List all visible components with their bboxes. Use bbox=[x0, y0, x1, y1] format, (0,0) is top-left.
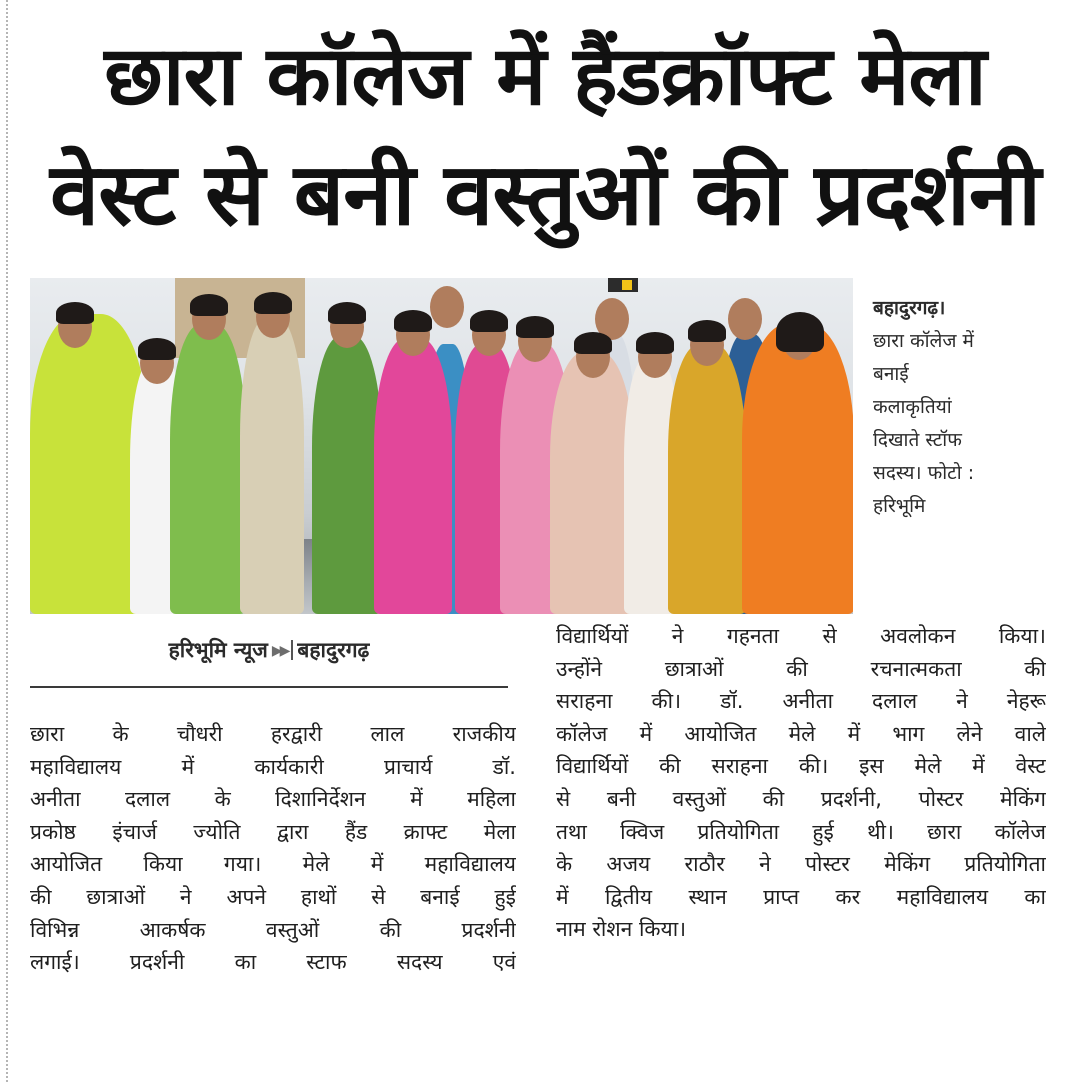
photo-person bbox=[374, 338, 452, 614]
photo-person-head bbox=[430, 286, 464, 328]
photo-person-hair bbox=[470, 310, 508, 332]
body-line: विभिन्न आकर्षक वस्तुओं की प्रदर्शनी bbox=[30, 917, 516, 942]
body-line: अनीता दलाल के दिशानिर्देशन में महिला bbox=[30, 787, 516, 812]
caption-line: बनाई bbox=[873, 363, 909, 385]
body-line: सराहना की। डॉ. अनीता दलाल ने नेहरू bbox=[556, 689, 1046, 714]
article-column-right bbox=[556, 620, 1046, 946]
headline-line-2: वेस्ट से बनी वस्तुओं की प्रदर्शनी bbox=[50, 145, 1040, 245]
byline-location: बहादुरगढ़ bbox=[297, 638, 370, 662]
caption-line: हरिभूमि bbox=[873, 495, 926, 517]
photo-person-hair bbox=[636, 332, 674, 354]
photo-person-hair bbox=[56, 302, 94, 324]
headline-line-1: छारा कॉलेज में हैंडक्रॉफ्ट मेला bbox=[104, 29, 986, 124]
body-line: के अजय राठौर ने पोस्टर मेकिंग प्रतियोगिता bbox=[556, 852, 1046, 877]
body-line: लगाई। प्रदर्शनी का स्टाफ सदस्य एवं bbox=[30, 950, 516, 975]
body-line: नाम रोशन किया। bbox=[556, 917, 687, 942]
photo-person-hair bbox=[688, 320, 726, 342]
article-column-left bbox=[30, 718, 516, 979]
body-line: तथा क्विज प्रतियोगिता हुई थी। छारा कॉलेज bbox=[556, 819, 1046, 844]
byline-divider bbox=[291, 640, 293, 660]
photo-person bbox=[170, 324, 246, 614]
photo-person bbox=[312, 336, 382, 614]
body-line: की छात्राओं ने अपने हाथों से बनाई हुई bbox=[30, 884, 516, 909]
body-line: आयोजित किया गया। मेले में महाविद्यालय bbox=[30, 852, 516, 877]
news-photo bbox=[30, 278, 853, 614]
body-line: उन्होंने छात्राओं की रचनात्मकता की bbox=[556, 656, 1046, 681]
photo-person-hair bbox=[190, 294, 228, 316]
body-line: से बनी वस्तुओं की प्रदर्शनी, पोस्टर मेकिंग bbox=[556, 786, 1046, 811]
photo-person-hair bbox=[776, 312, 824, 352]
photo-person bbox=[742, 324, 853, 614]
photo-wall-sign bbox=[608, 278, 638, 292]
caption-line: छारा कॉलेज में bbox=[873, 330, 974, 352]
double-arrow-icon: ▶▶ bbox=[271, 643, 288, 659]
photo-caption bbox=[873, 292, 1063, 523]
photo-person-hair bbox=[394, 310, 432, 332]
photo-person-hair bbox=[254, 292, 292, 314]
body-line: में द्वितीय स्थान प्राप्त कर महाविद्यालय का bbox=[556, 884, 1046, 909]
body-line: विद्यार्थियों की सराहना की। इस मेले में वेस्ट bbox=[556, 754, 1046, 779]
byline-source: हरिभूमि न्यूज bbox=[168, 638, 268, 662]
body-line: विद्यार्थियों ने गहनता से अवलोकन किया। bbox=[556, 624, 1046, 648]
photo-person bbox=[668, 344, 746, 614]
body-line: कॉलेज में आयोजित मेले में भाग लेने वाले bbox=[556, 721, 1046, 746]
photo-person-hair bbox=[516, 316, 554, 338]
caption-line: कलाकृतियां bbox=[873, 396, 952, 418]
caption-place: बहादुरगढ़। bbox=[873, 297, 946, 319]
photo-person-hair bbox=[574, 332, 612, 354]
caption-line: सदस्य। फोटो : bbox=[873, 462, 975, 484]
body-line: प्रकोष्ठ इंचार्ज ज्योति द्वारा हैंड क्राफ्ट मेला bbox=[30, 819, 516, 844]
caption-line: दिखाते स्टॉफ bbox=[873, 429, 962, 451]
photo-person bbox=[550, 352, 634, 614]
byline bbox=[30, 636, 508, 664]
byline-rule bbox=[30, 686, 508, 688]
photo-person-hair bbox=[138, 338, 176, 360]
photo-person-head bbox=[728, 298, 762, 340]
body-line: महाविद्यालय में कार्यकारी प्राचार्य डॉ. bbox=[30, 754, 516, 779]
photo-person bbox=[240, 318, 304, 614]
body-line: छारा के चौधरी हरद्वारी लाल राजकीय bbox=[30, 722, 516, 746]
photo-person-hair bbox=[328, 302, 366, 324]
